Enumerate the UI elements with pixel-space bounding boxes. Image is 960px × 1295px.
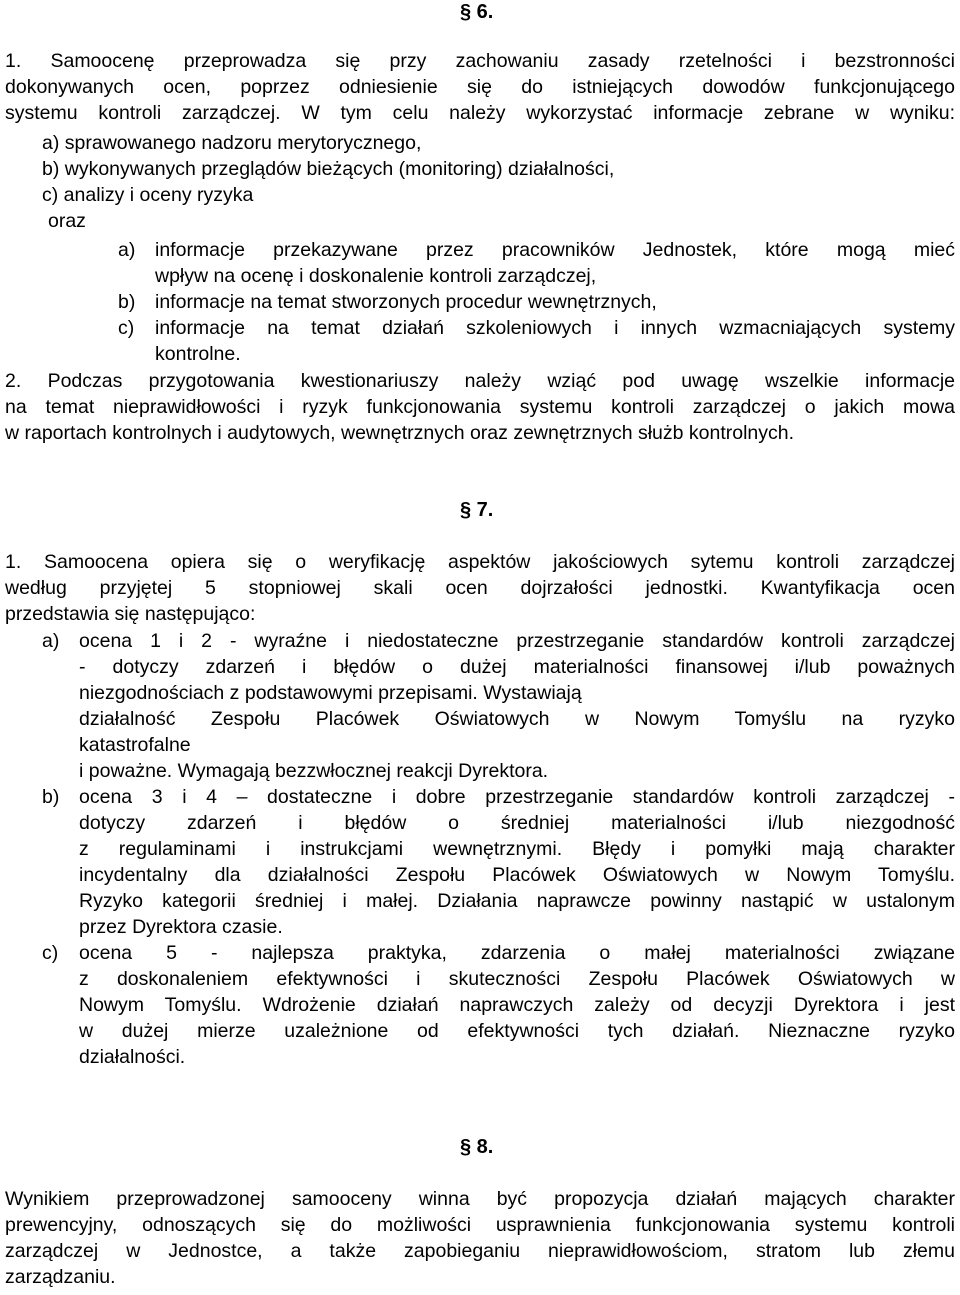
text-line: katastrofalne — [79, 734, 191, 756]
text-line: zarządzaniu. — [5, 1266, 116, 1288]
text-line: 2. Podczas przygotowania kwestionariuszy należy wziąć pod uwagę wszelkie informacje — [5, 370, 955, 392]
text-line: Nowym Tomyślu. Wdrożenie działań naprawczych zależy od decyzji Dyrektora i jest — [79, 994, 955, 1016]
text-line: w raportach kontrolnych i audytowych, wewnętrznych oraz zewnętrznych służb kontrolnych. — [5, 422, 795, 444]
text-line: przez Dyrektora czasie. — [79, 916, 283, 938]
list-marker: b) — [42, 786, 60, 808]
list-item: b) wykonywanych przeglądów bieżących (monitoring) działalności, — [42, 158, 615, 180]
text-line: i poważne. Wymagają bezzwłocznej reakcji Dyrektora. — [79, 760, 549, 782]
text-line: prewencyjny, odnoszących się do możliwości usprawnienia funkcjonowania systemu kontroli — [5, 1214, 955, 1236]
text-line: ocena 3 i 4 – dostateczne i dobre przestrzeganie standardów kontroli zarządczej - — [79, 786, 955, 808]
oraz-label: oraz — [48, 210, 86, 232]
section-8-heading: § 8. — [460, 1136, 494, 1158]
text-line: 1. Samoocena opiera się o weryfikację aspektów jakościowych sytemu kontroli zarządczej — [5, 551, 955, 573]
text-line: według przyjętej 5 stopniowej skali ocen dojrzałości jednostki. Kwantyfikacja ocen — [5, 577, 955, 599]
text-line: informacje na temat działań szkoleniowych i innych wzmacniających systemy — [155, 317, 955, 339]
text-line: ocena 5 - najlepsza praktyka, zdarzenia o małej materialności związane — [79, 942, 955, 964]
text-line: wpływ na ocenę i doskonalenie kontroli zarządczej, — [155, 265, 597, 287]
text-line: - dotyczy zdarzeń i błędów o dużej materialności finansowej i/lub poważnych — [79, 656, 955, 678]
list-item: c) analizy i oceny ryzyka — [42, 184, 254, 206]
text-line: kontrolne. — [155, 343, 241, 365]
section-6-paragraph-1 — [5, 48, 955, 126]
section-6-paragraph-2 — [5, 368, 955, 446]
text-line: dotyczy zdarzeń i błędów o średniej materialności i/lub niezgodność — [79, 812, 955, 834]
section-7-paragraph-1 — [5, 549, 955, 627]
text-line: informacje przekazywane przez pracowników Jednostek, które mogą mieć — [155, 239, 955, 261]
text-line: z doskonaleniem efektywności i skuteczności Zespołu Placówek Oświatowych w — [79, 968, 955, 990]
section-8-paragraph-1 — [5, 1186, 955, 1290]
section-6-heading: § 6. — [460, 1, 494, 23]
text-line: dokonywanych ocen, poprzez odniesienie się do istniejących dowodów funkcjonującego — [5, 76, 955, 98]
text-line: 1. Samoocenę przeprowadza się przy zachowaniu zasady rzetelności i bezstronności — [5, 50, 955, 72]
text-line: Ryzyko kategorii średniej i małej. Działania naprawcze powinny nastąpić w ustalonym — [79, 890, 955, 912]
list-item-a — [42, 628, 955, 784]
list-marker: a) — [118, 239, 136, 261]
list-item-b — [42, 784, 955, 940]
text-line: niezgodnościach z podstawowymi przepisami. Wystawiają — [79, 682, 582, 704]
text-line: działalność Zespołu Placówek Oświatowych w Nowym Tomyślu na ryzyko — [79, 708, 955, 730]
text-line: ocena 1 i 2 - wyraźne i niedostateczne przestrzeganie standardów kontroli zarządczej — [79, 630, 955, 652]
text-line: w dużej mierze uzależnione od efektywności tych działań. Nieznaczne ryzyko — [79, 1020, 955, 1042]
list-marker: a) — [42, 630, 60, 652]
text-line: incydentalny dla działalności Zespołu Placówek Oświatowych w Nowym Tomyślu. — [79, 864, 955, 886]
list-marker: c) — [118, 317, 135, 339]
text-line: Wynikiem przeprowadzonej samooceny winna być propozycja działań mających charakter — [5, 1188, 955, 1210]
list-item: a) sprawowanego nadzoru merytorycznego, — [42, 132, 422, 154]
list-marker: b) — [118, 291, 136, 313]
section-7-heading: § 7. — [460, 499, 494, 521]
text-line: na temat nieprawidłowości i ryzyk funkcjonowania systemu kontroli zarządczej o jakich mowa — [5, 396, 955, 418]
list-item — [118, 289, 955, 315]
section-6-list-2 — [118, 237, 955, 367]
section-6-list-1 — [42, 130, 942, 208]
list-item — [118, 237, 955, 289]
text-line: systemu kontroli zarządczej. W tym celu należy wykorzystać informacje zebrane w wyniku: — [5, 102, 955, 124]
text-line: informacje na temat stworzonych procedur wewnętrznych, — [155, 291, 657, 313]
list-item — [118, 315, 955, 367]
text-line: działalności. — [79, 1046, 186, 1068]
list-marker: c) — [42, 942, 59, 964]
text-line: zarządczej w Jednostce, a także zapobieganiu nieprawidłowościom, stratom lub złemu — [5, 1240, 955, 1262]
text-line: z regulaminami i instrukcjami wewnętrznymi. Błędy i pomyłki mają charakter — [79, 838, 955, 860]
text-line: przedstawia się następująco: — [5, 603, 256, 625]
list-item-c — [42, 940, 955, 1070]
section-7-list — [42, 628, 955, 1070]
